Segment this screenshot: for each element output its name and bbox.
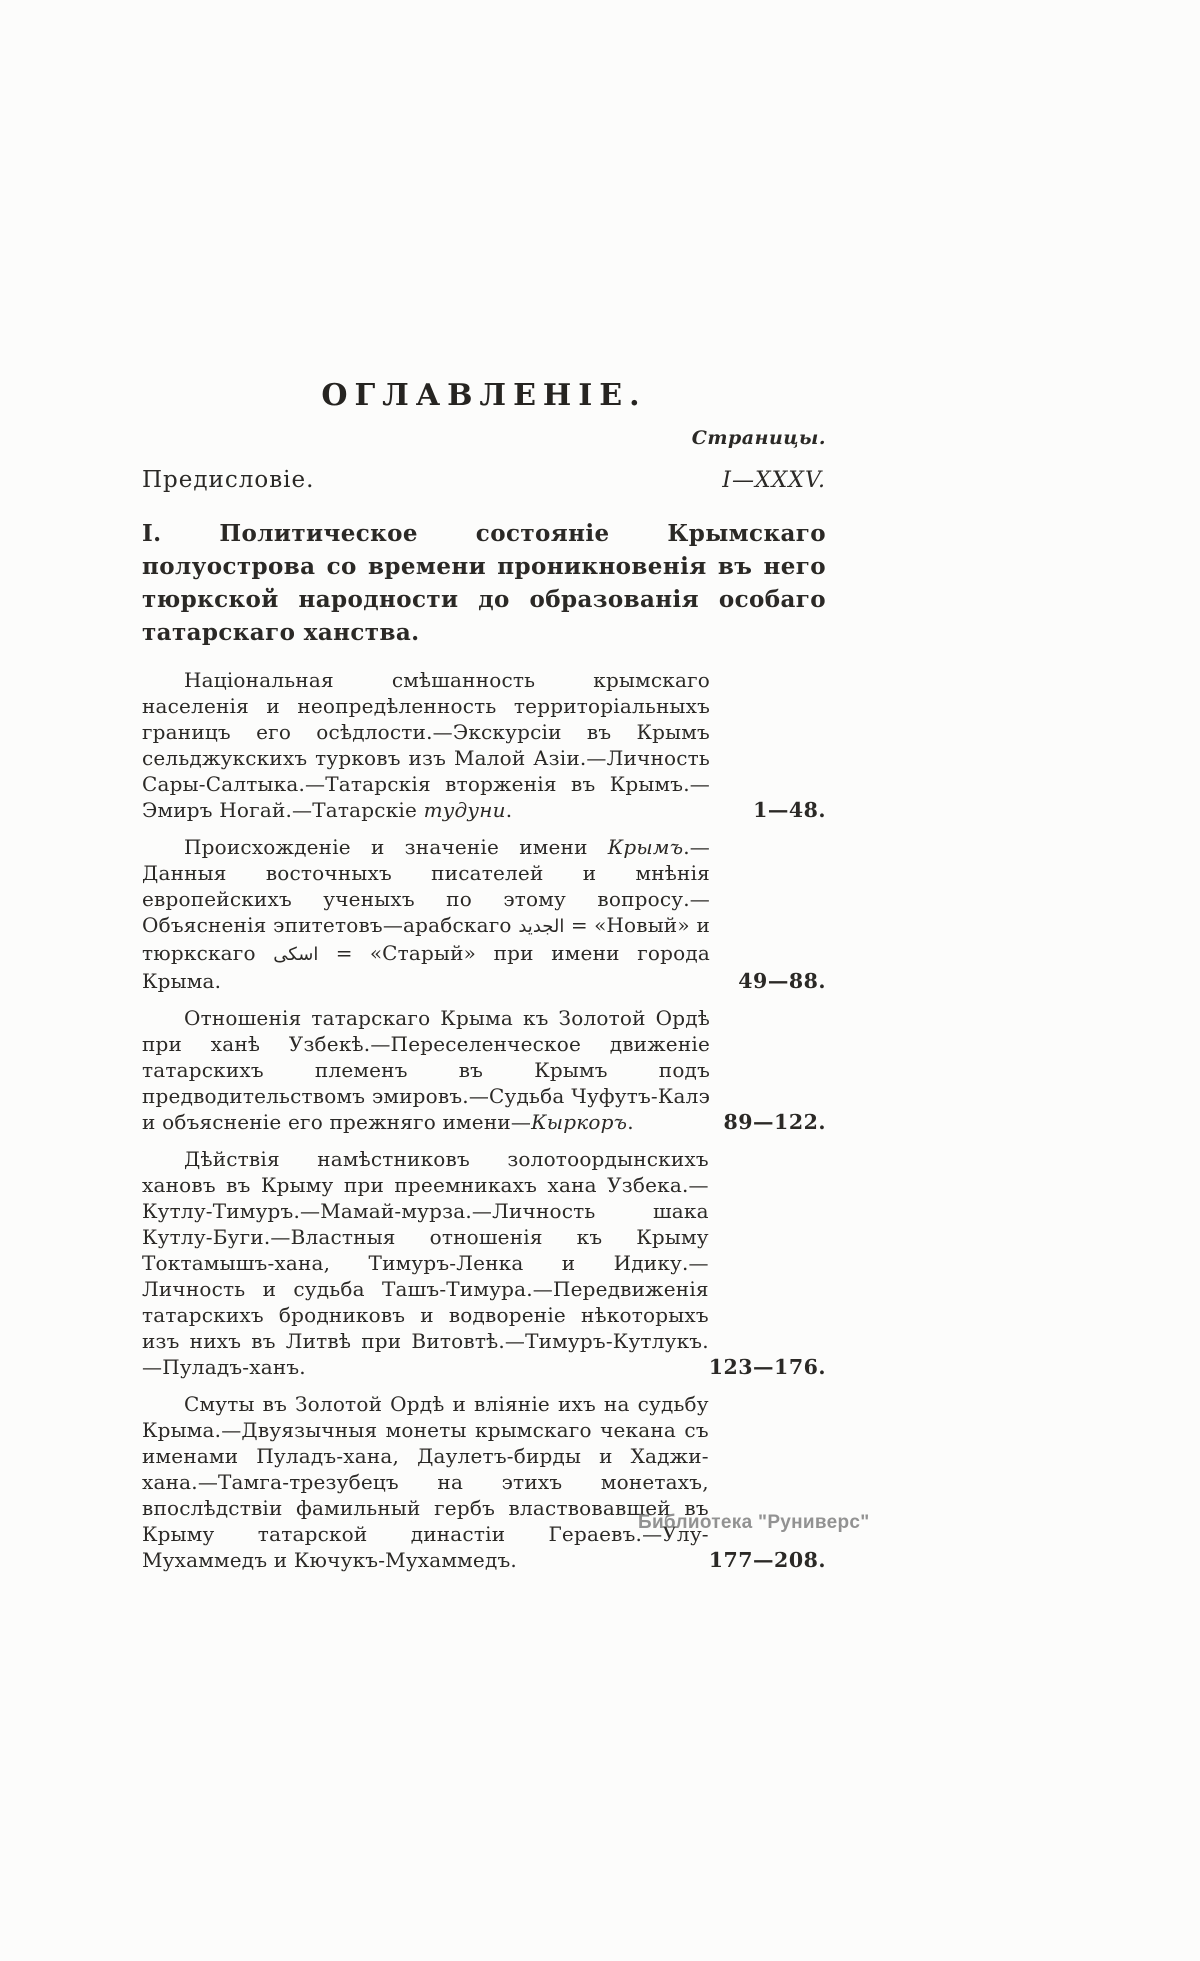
section-heading: I. Политическое состояніе Крымскаго полуострова со времени проникновенія въ него тюркской народности до образованія особаго татарскаго ханства. — [142, 520, 826, 646]
toc-entry-text: Дѣйствія намѣстниковъ золотоордынскихъ хановъ въ Крыму при преемникахъ хана Узбека.—Кутлу-Тимуръ.—Мамай-мурза.—Личность шака Кутлу-Буги.—Властныя отношенія къ Крыму Токтамышъ-хана, Тимуръ-Ленка и Идику.—Личность и судьба Ташъ-Тимура.—Передвиженія татарскихъ бродниковъ и водвореніе нѣкоторыхъ изъ нихъ въ Литвѣ при Витовтѣ.—Тимуръ-Кутлукъ.—Пуладъ-ханъ. — [142, 1147, 709, 1379]
pages-column-header: Страницы. — [691, 427, 826, 449]
toc-entry-pages: 49—88. — [738, 969, 826, 993]
preface-label: Предисловіе. — [142, 467, 315, 493]
toc-entries — [142, 667, 826, 1573]
preface-pages: I—XXXV. — [722, 468, 826, 493]
page-title: ОГЛАВЛЕНІЕ. — [321, 378, 647, 413]
toc-entry — [142, 667, 826, 823]
toc-entry — [142, 1146, 826, 1380]
toc-entry-pages: 177—208. — [708, 1548, 826, 1572]
toc-entry-pages: 123—176. — [708, 1355, 826, 1379]
toc-entry-text: Смуты въ Золотой Ордѣ и вліяніе ихъ на судьбу Крыма.—Двуязычныя монеты крымскаго чекана съ именами Пуладъ-хана, Даулетъ-бирды и Хаджи-хана.—Тамга-трезубецъ на этихъ монетахъ, впослѣдствіи фамильный гербъ властвовавшей въ Крыму татарской династіи Гераевъ.—Улу-Мухаммедъ и Кючукъ-Мухаммедъ. — [142, 1392, 709, 1572]
toc-entry — [142, 1391, 826, 1573]
toc-entry-pages: 89—122. — [723, 1110, 826, 1134]
preface-row — [142, 467, 826, 493]
toc-entry — [142, 1005, 826, 1135]
toc-entry-text: Происхожденіе и значеніе имени Крымъ.—Данныя восточныхъ писателей и мнѣнія европейскихъ ученыхъ по этому вопросу.—Объясненія эпитетовъ—арабскаго الجديد = «Новый» и тюркскаго اسكى = «Старый» при имени города Крыма. — [142, 835, 710, 993]
toc-entry-text: Отношенія татарскаго Крыма къ Золотой Ордѣ при ханѣ Узбекѣ.—Переселенческое движеніе татарскихъ племенъ въ Крымъ подъ предводительствомъ эмировъ.—Судьба Чуфутъ-Калэ и объясненіе его прежняго имени—Кыркоръ. — [142, 1006, 710, 1134]
toc-content — [142, 378, 826, 1573]
toc-entry — [142, 834, 826, 994]
toc-entry-pages: 1—48. — [753, 798, 826, 822]
library-watermark: Библиотека "Руниверс" — [638, 1512, 870, 1533]
toc-entry-text: Національная смѣшанность крымскаго населенія и неопредѣленность территоріальныхъ границъ его осѣдлости.—Экскурсіи въ Крымъ сельджукскихъ турковъ изъ Малой Азіи.—Личность Сары-Салтыка.—Татарскія вторженія въ Крымъ.—Эмиръ Ногай.—Татарскіе тудуни. — [142, 668, 710, 822]
